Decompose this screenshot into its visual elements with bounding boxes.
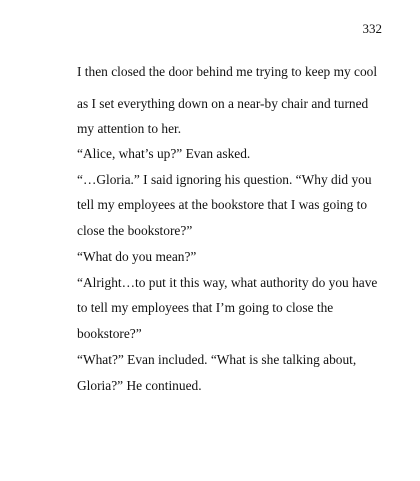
text-line: as I set everything down on a near-by chair and turned (77, 96, 369, 111)
text-line: “What?” Evan included. “What is she talking about, (77, 352, 357, 367)
text-line: tell my employees at the bookstore that I was going to (77, 197, 368, 212)
text-line: “Alice, what’s up?” Evan asked. (77, 146, 251, 161)
text-line: close the bookstore?” (77, 223, 193, 238)
text-line: “Alright…to put it this way, what authority do you have (77, 275, 378, 290)
text-line: “…Gloria.” I said ignoring his question. “Why did you (77, 172, 372, 187)
text-line: I then closed the door behind me trying to keep my cool (77, 64, 378, 79)
text-line: “What do you mean?” (77, 249, 197, 264)
page-number: 332 (362, 21, 382, 36)
text-line: to tell my employees that I’m going to close the (77, 300, 334, 315)
text-line: Gloria?” He continued. (77, 378, 202, 393)
text-line: bookstore?” (77, 326, 142, 341)
text-line: my attention to her. (77, 121, 182, 136)
